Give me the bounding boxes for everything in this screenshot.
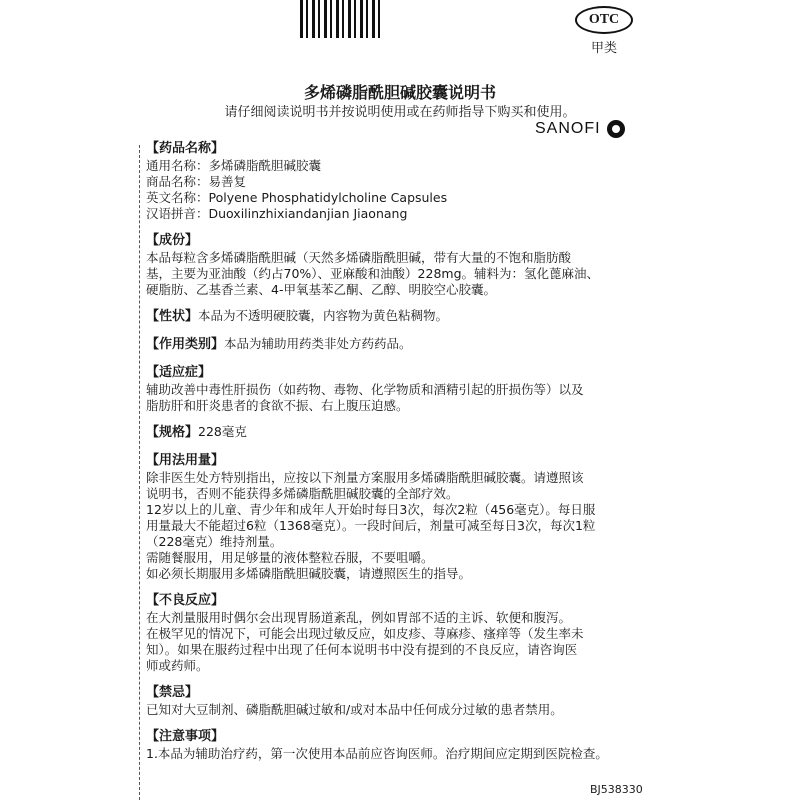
section-heading: 【适应症】 — [146, 365, 212, 380]
text-line: 脂肪肝和肝炎患者的食欲不振、右上腹压迫感。 — [146, 398, 409, 413]
section-heading: 【禁忌】 — [146, 685, 199, 700]
section-heading: 【用法用量】 — [146, 453, 225, 468]
text-line: 除非医生处方特别指出，应按以下剂量方案服用多烯磷脂酰胆碱胶囊。请遵照该 — [146, 470, 584, 485]
text-line: 通用名称：多烯磷脂酰胆碱胶囊 — [146, 158, 322, 173]
text-line: 在大剂量服用时偶尔会出现胃肠道紊乱，例如胃部不适的主诉、软便和腹泻。 — [146, 610, 572, 625]
section-adverse-reactions — [146, 592, 646, 674]
text-line: （228毫克）维持剂量。 — [146, 534, 283, 549]
text-line: 在极罕见的情况下，可能会出现过敏反应，如皮疹、荨麻疹、瘙痒等（发生率未 — [146, 626, 584, 641]
section-heading: 【性状】 — [146, 309, 199, 324]
brand-logo — [535, 120, 625, 138]
leaflet-body — [146, 140, 646, 772]
otc-badge — [572, 6, 636, 56]
section-ingredients — [146, 232, 646, 298]
section-appearance — [146, 308, 646, 326]
section-heading: 【药品名称】 — [146, 141, 225, 156]
section-spec — [146, 424, 646, 442]
brand-name: SANOFI — [535, 120, 601, 137]
text-line: 用量最大不能超过6粒（1368毫克）。一段时间后，剂量可减至每日3次，每次1粒 — [146, 518, 596, 533]
text-line: 师或药师。 — [146, 658, 209, 673]
section-heading: 【不良反应】 — [146, 593, 225, 608]
barcode — [300, 0, 380, 38]
section-category — [146, 336, 646, 354]
document-subtitle: 请仔细阅读说明书并按说明使用或在药师指导下购买和使用。 — [224, 105, 576, 120]
text-line: 汉语拼音：Duoxilinzhixiandanjian Jiaonang — [146, 206, 408, 221]
section-indications — [146, 364, 646, 414]
text-line: 辅助改善中毒性肝损伤（如药物、毒物、化学物质和酒精引起的肝损伤等）以及 — [146, 382, 584, 397]
text-line: 基，主要为亚油酸（约占70%）、亚麻酸和油酸）228mg。辅料为：氢化蓖麻油、 — [146, 266, 600, 281]
document-title: 多烯磷脂酰胆碱胶囊说明书 — [303, 83, 496, 102]
section-text: 本品为不透明硬胶囊，内容物为黄色粘稠物。 — [198, 308, 449, 323]
text-line: 英文名称：Polyene Phosphatidylcholine Capsules — [146, 190, 448, 205]
section-heading: 【作用类别】 — [146, 337, 225, 352]
section-heading: 【注意事项】 — [146, 729, 225, 744]
document-code: BJ538330 — [590, 783, 643, 796]
section-heading: 【成份】 — [146, 233, 199, 248]
section-dosage — [146, 452, 646, 582]
text-line: 已知对大豆制剂、磷脂酰胆碱过敏和/或对本品中任何成分过敏的患者禁用。 — [146, 702, 563, 717]
section-drug-name — [146, 140, 646, 222]
otc-category: 甲类 — [590, 41, 617, 56]
section-precautions — [146, 728, 646, 762]
text-line: 需随餐服用，用足够量的液体整粒吞服，不要咀嚼。 — [146, 550, 434, 565]
section-text: 228毫克 — [198, 424, 247, 439]
margin-divider — [139, 145, 140, 800]
text-line: 说明书，否则不能获得多烯磷脂酰胆碱胶囊的全部疗效。 — [146, 486, 459, 501]
text-line: 硬脂肪、乙基香兰素、4-甲氧基苯乙酮、乙醇、明胶空心胶囊。 — [146, 282, 496, 297]
otc-logo: OTC — [575, 6, 633, 34]
text-line: 本品每粒含多烯磷脂酰胆碱（天然多烯磷脂酰胆碱，带有大量的不饱和脂肪酸 — [146, 250, 572, 265]
text-line: 商品名称：易善复 — [146, 174, 247, 189]
sanofi-logo-icon — [607, 120, 625, 138]
text-line: 12岁以上的儿童、青少年和成年人开始时每日3次，每次2粒（456毫克）。每日服 — [146, 502, 596, 517]
section-contraindications — [146, 684, 646, 718]
text-line: 1.本品为辅助治疗药，第一次使用本品前应咨询医师。治疗期间应定期到医院检查。 — [146, 746, 608, 761]
section-text: 本品为辅助用药类非处方药药品。 — [224, 336, 412, 351]
text-line: 如必须长期服用多烯磷脂酰胆碱胶囊，请遵照医生的指导。 — [146, 566, 472, 581]
text-line: 知）。如果在服药过程中出现了任何本说明书中没有提到的不良反应，请咨询医 — [146, 642, 578, 657]
section-heading: 【规格】 — [146, 425, 199, 440]
